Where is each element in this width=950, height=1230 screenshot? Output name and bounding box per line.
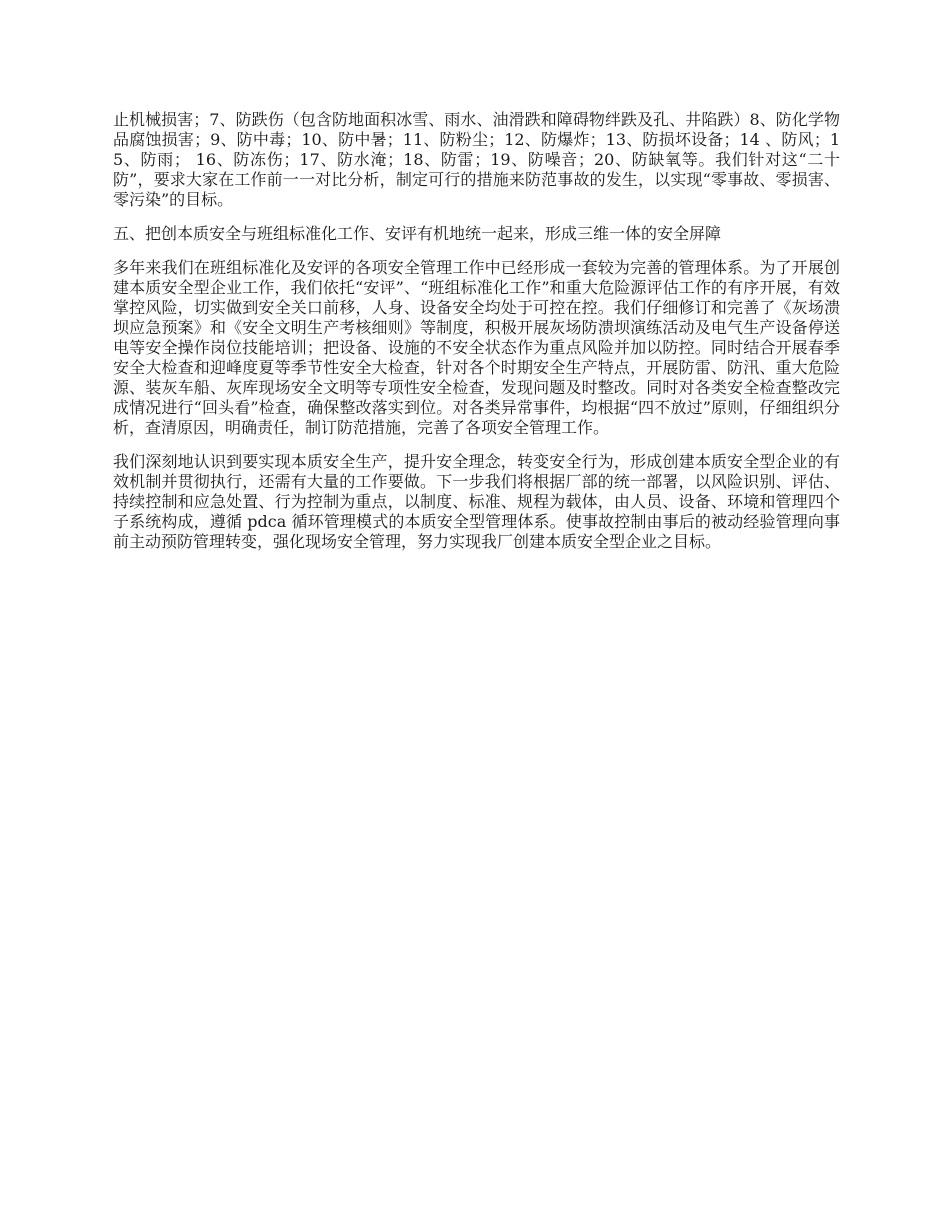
paragraph-next-steps: 我们深刻地认识到要实现本质安全生产，提升安全理念，转变安全行为，形成创建本质安全型企业的有效机制并贯彻执行，还需有大量的工作要做。下一步我们将根据厂部的统一部署，以风险识别、评估、持续控制和应急处置、行为控制为重点，以制度、标准、规程为载体，由人员、设备、环境和管理四个子系统构成，遵循 pdca 循环管理模式的本质安全型管理体系。使事故控制由事后的被动经验管理向事前主动预防管理转变，强化现场安全管理，努力实现我厂创建本质安全型企业之目标。 xyxy=(113,452,840,551)
section-heading-five: 五、把创本质安全与班组标准化工作、安评有机地统一起来，形成三维一体的安全屏障 xyxy=(113,224,722,243)
paragraph-hazard-list: 止机械损害；7、防跌伤（包含防地面积冰雪、雨水、油滑跌和障碍物绊跌及孔、井陷跌）8、防化学物品腐蚀损害；9、防中毒；10、防中暑；11、防粉尘；12、防爆炸；13、防损坏设备；14 、防风；15、防雨； 16、防冻伤；17、防水淹；18、防雷；19、防噪音；20、防缺氧等。我们针对这“二十防”，要求大家在工作前一一对比分析，制定可行的措施来防范事故的发生，以实现“零事故、零损害、零污染”的目标。 xyxy=(113,110,840,209)
document-body xyxy=(113,110,840,566)
paragraph-management-system: 多年来我们在班组标准化及安评的各项安全管理工作中已经形成一套较为完善的管理体系。为了开展创建本质安全型企业工作，我们依托“安评”、“班组标准化工作”和重大危险源评估工作的有序开展，有效掌控风险，切实做到安全关口前移，人身、设备安全均处于可控在控。我们仔细修订和完善了《灰场溃坝应急预案》和《安全文明生产考核细则》等制度，积极开展灰场防溃坝演练活动及电气生产设备停送电等安全操作岗位技能培训；把设备、设施的不安全状态作为重点风险并加以防控。同时结合开展春季安全大检查和迎峰度夏等季节性安全大检查，针对各个时期安全生产特点，开展防雷、防汛、重大危险源、装灰车船、灰库现场安全文明等专项性安全检查，发现问题及时整改。同时对各类安全检查整改完成情况进行“回头看”检查，确保整改落实到位。对各类异常事件，均根据“四不放过”原则，仔细组织分析，查清原因，明确责任，制订防范措施，完善了各项安全管理工作。 xyxy=(113,258,840,437)
